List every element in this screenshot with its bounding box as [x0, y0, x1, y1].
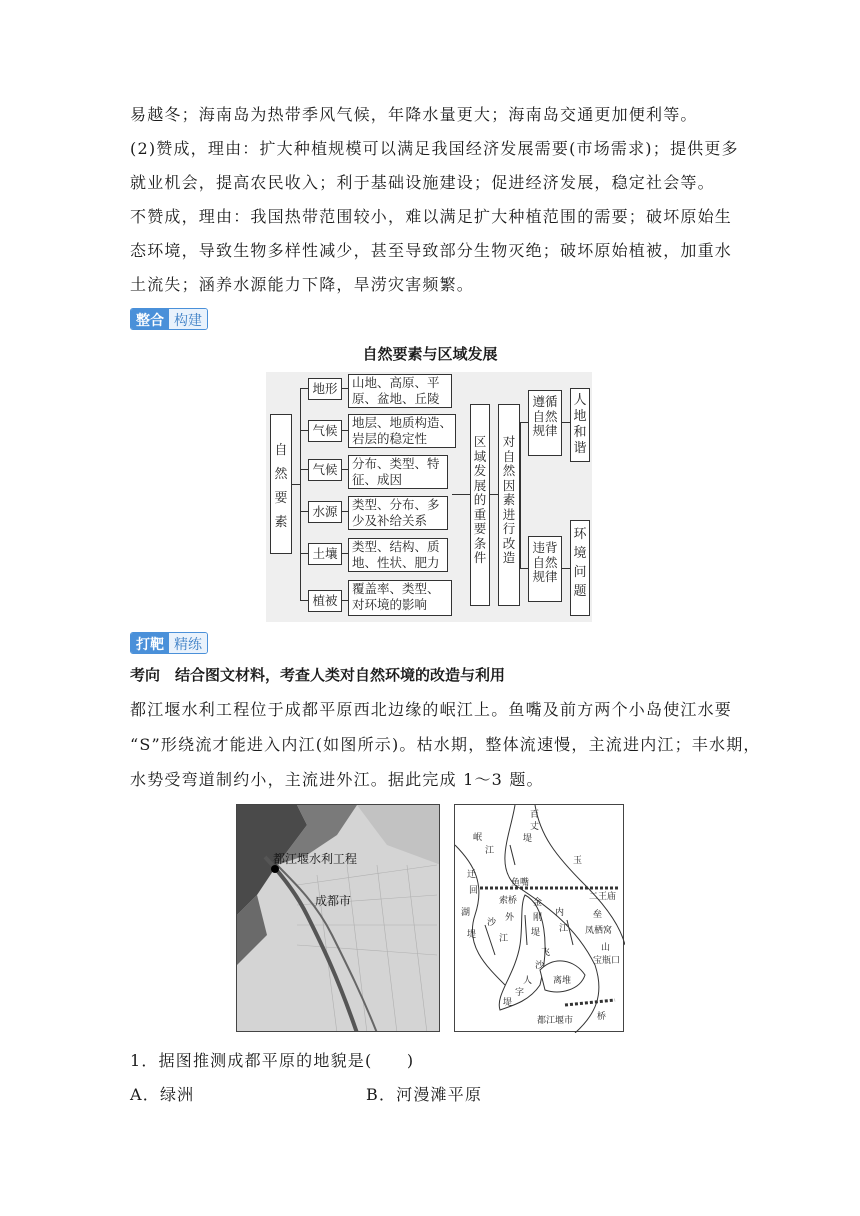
detail-1: 地层、地质构造、岩层的稳定性: [348, 414, 456, 448]
answer-line-1: 易越冬；海南岛为热带季风气候，年降水量更大；海南岛交通更加便利等。: [130, 105, 698, 124]
map2-minjiang-2: 江: [485, 846, 495, 856]
map2-gang: 刚: [533, 913, 543, 923]
map2-yu-zui: 鱼嘴: [511, 878, 530, 888]
answer-line-6: 土流失；涵养水源能力下降，旱涝灾害频繁。: [130, 275, 475, 294]
chengdu-plain-map: [236, 804, 440, 1032]
detail-2: 分布、类型、特征、成因: [348, 455, 448, 489]
map2-jiang: 江: [559, 924, 569, 934]
col-transform: 对自然因素进行改造: [498, 404, 520, 606]
map2-jingang: 金: [533, 898, 543, 908]
col-conditions: 区域发展的重要条件: [470, 404, 490, 606]
map2-qian: 迁: [467, 870, 477, 880]
tag-part-b: 构建: [169, 309, 207, 329]
factor-5: 植被: [308, 590, 342, 612]
map2-zi: 字: [515, 988, 525, 998]
map2-di2: 堤: [531, 928, 541, 938]
map2-lidui: 离堆: [553, 976, 572, 986]
tag-part-a: 打靶: [131, 633, 169, 653]
option-a: A．绿洲: [130, 1085, 195, 1104]
factor-1: 气候: [308, 420, 342, 442]
map2-shan: 山: [601, 943, 611, 953]
violate-box: 违背自然规律: [528, 536, 562, 602]
answer-line-5: 态环境，导致生物多样性减少，甚至导致部分生物灭绝；破坏原始植被，加重水: [130, 241, 733, 260]
map2-nei: 内: [555, 908, 565, 918]
map2-sha: 沙: [487, 918, 497, 928]
map2-ren: 人: [523, 976, 533, 986]
section-tag-practice: [130, 632, 208, 654]
map2-di: 堤: [467, 930, 477, 940]
dujiangyan-map: [454, 804, 624, 1032]
map2-di3: 堤: [503, 998, 513, 1008]
harmony-box: 人地和谐: [570, 388, 590, 462]
map2-suoqiao: 索桥: [499, 896, 518, 906]
factor-2: 气候: [308, 459, 342, 481]
diagram-title: 自然要素与区域发展: [362, 345, 498, 363]
map2-erwang: 二王庙: [589, 892, 617, 902]
map2-minjiang-1: 岷: [473, 833, 483, 843]
intro-line-3: 水势受弯道制约小，主流进外江。据此完成 1～3 题。: [130, 770, 544, 789]
map2-hu: 湖: [461, 908, 471, 918]
map2-sha2: 沙: [535, 961, 545, 971]
follow-box: 遵循自然规律: [528, 390, 562, 456]
map2-wai-2: 江: [499, 934, 509, 944]
detail-5: 覆盖率、类型、对环境的影响: [348, 580, 452, 616]
answer-line-2: (2)赞成，理由：扩大种植规模可以满足我国经济发展需要(市场需求)；提供更多: [130, 139, 739, 158]
map2-yu: 玉: [573, 856, 583, 866]
problem-box: 环境问题: [570, 520, 590, 616]
map2-baizhang-2: 丈: [530, 822, 540, 832]
map2-baopingkou: 宝瓶口: [593, 956, 621, 966]
concept-diagram: [266, 372, 592, 622]
map2-baizhang-1: 百: [530, 810, 540, 820]
section-tag-integration: [130, 308, 208, 330]
intro-line-2: “S”形绕流才能进入内江(如图所示)。枯水期，整体流速慢，主流进内江；丰水期，: [130, 735, 761, 754]
tag-part-a: 整合: [131, 309, 169, 329]
question-1: 1．据图推测成都平原的地貌是( ): [130, 1051, 415, 1070]
option-b: B．河漫滩平原: [366, 1085, 483, 1104]
map2-city: 都江堰市: [537, 1016, 574, 1026]
intro-line-1: 都江堰水利工程位于成都平原西北边缘的岷江上。鱼嘴及前方两个小岛使江水要: [130, 700, 733, 719]
map2-hui: 回: [469, 886, 479, 896]
factor-0: 地形: [308, 378, 342, 400]
map2-fengxiwo: 凤栖窝: [585, 926, 613, 936]
map2-qiao: 桥: [597, 1012, 607, 1022]
factor-4: 土壤: [308, 543, 342, 565]
answer-line-4: 不赞成，理由：我国热带范围较小，难以满足扩大种植范围的需要；破坏原始生: [130, 207, 733, 226]
topic-heading: 考向 结合图文材料，考查人类对自然环境的改造与利用: [130, 666, 506, 684]
map1-label-project: 都江堰水利工程: [273, 852, 358, 866]
map2-wai-1: 外: [505, 913, 515, 923]
detail-3: 类型、分布、多少及补给关系: [348, 496, 448, 530]
detail-4: 类型、结构、质地、性状、肥力: [348, 538, 448, 572]
tag-part-b: 精练: [169, 633, 207, 653]
factor-3: 水源: [308, 501, 342, 523]
map1-label-city: 成都市: [315, 894, 352, 908]
map2-lei: 垒: [593, 910, 603, 920]
detail-0: 山地、高原、平原、盆地、丘陵: [348, 374, 452, 408]
answer-line-3: 就业机会，提高农民收入；利于基础设施建设；促进经济发展，稳定社会等。: [130, 173, 715, 192]
map2-fei: 飞: [541, 948, 551, 958]
map2-baizhang-3: 堤: [523, 834, 533, 844]
root-box: 自然要素: [270, 414, 292, 554]
